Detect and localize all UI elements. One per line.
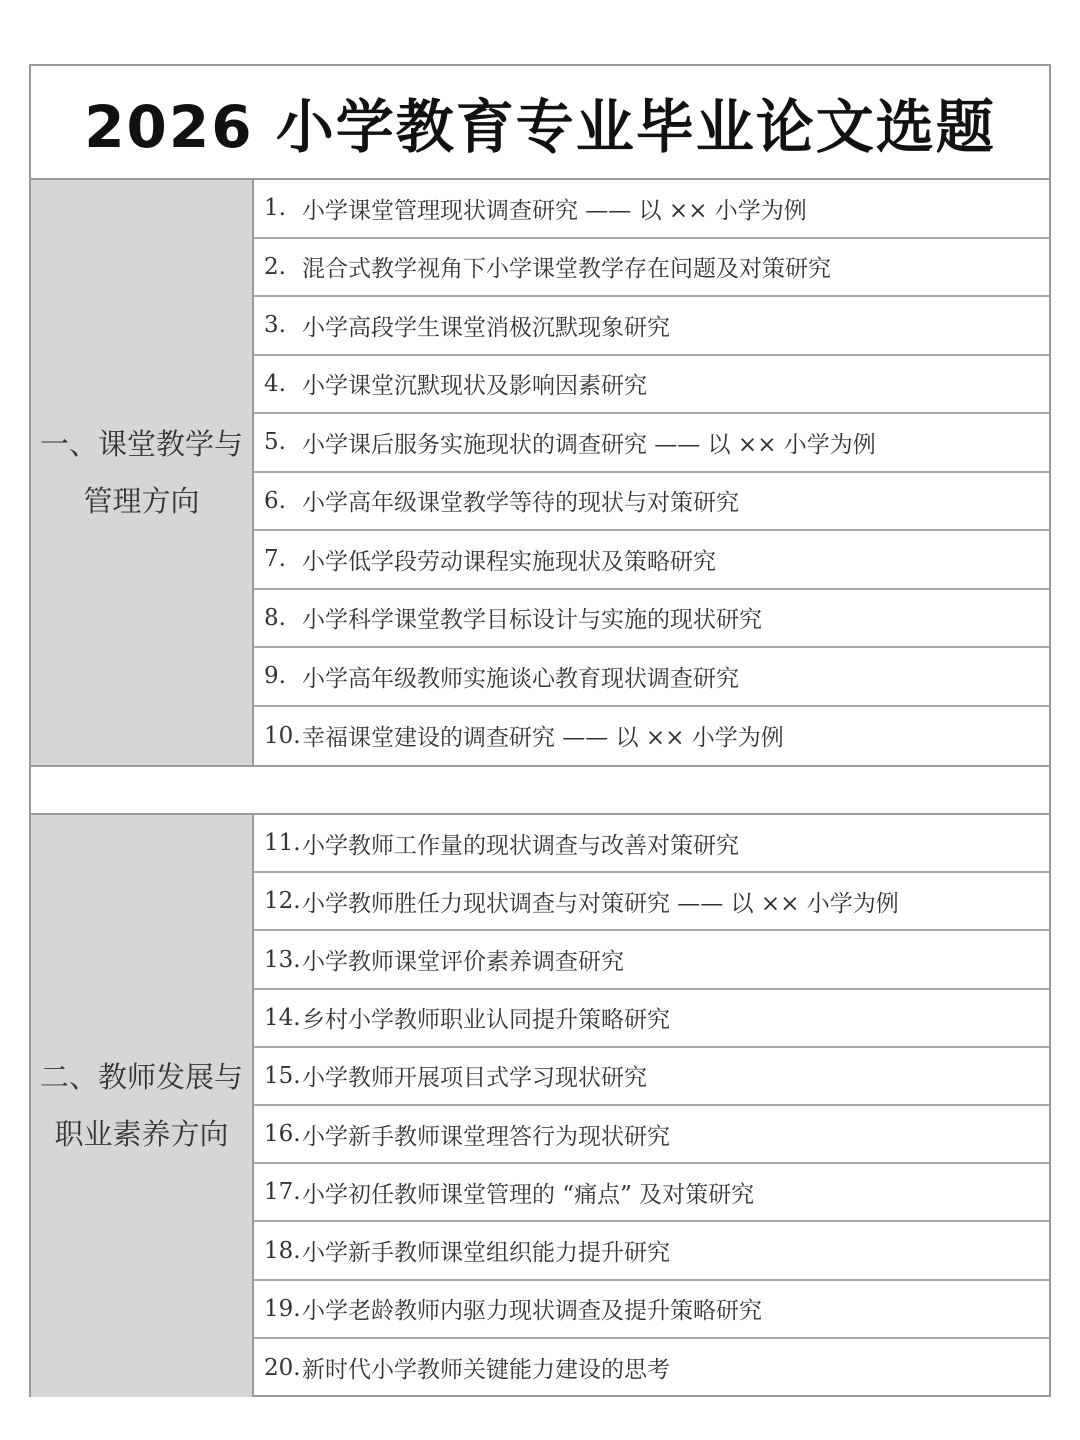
topic-text: 乡村小学教师职业认同提升策略研究 xyxy=(302,1007,670,1034)
topic-text: 小学初任教师课堂管理的 “痛点” 及对策研究 xyxy=(302,1181,755,1208)
topic-number: 1. xyxy=(264,195,286,222)
category-line: 一、课堂教学与 xyxy=(39,426,243,461)
topic-row xyxy=(254,414,1049,473)
topic-text: 新时代小学教师关键能力建设的思考 xyxy=(302,1357,670,1384)
topic-number: 17. xyxy=(264,1179,301,1206)
category-label xyxy=(31,180,254,765)
topic-row xyxy=(254,1164,1049,1222)
topic-row xyxy=(254,931,1049,989)
topic-text: 小学新手教师课堂组织能力提升研究 xyxy=(302,1240,670,1267)
topic-number: 5. xyxy=(264,429,286,456)
topic-row xyxy=(254,1048,1049,1106)
topic-number: 18. xyxy=(264,1237,301,1264)
topic-row xyxy=(254,590,1049,649)
topic-row xyxy=(254,1106,1049,1164)
topic-number: 2. xyxy=(264,253,286,280)
topic-text: 小学低学段劳动课程实施现状及策略研究 xyxy=(302,548,716,575)
topic-text: 小学科学课堂教学目标设计与实施的现状研究 xyxy=(302,607,762,634)
category-line: 职业素养方向 xyxy=(54,1117,229,1151)
category-line: 二、教师发展与 xyxy=(39,1060,243,1094)
topic-number: 4. xyxy=(264,370,286,397)
topic-number: 7. xyxy=(264,546,286,573)
topic-row xyxy=(254,531,1049,590)
topic-row xyxy=(254,473,1049,532)
section-divider xyxy=(31,767,1049,815)
topic-text: 小学课堂沉默现状及影响因素研究 xyxy=(302,373,647,400)
topic-table xyxy=(29,64,1051,1397)
page-title: 2026 小学教育专业毕业论文选题 xyxy=(31,66,1049,180)
topic-text: 小学课后服务实施现状的调查研究 —— 以 ×× 小学为例 xyxy=(302,431,876,458)
topic-text: 小学高年级课堂教学等待的现状与对策研究 xyxy=(302,490,739,517)
topic-list xyxy=(254,815,1049,1397)
topic-number: 8. xyxy=(264,604,286,631)
topic-text: 幸福课堂建设的调查研究 —— 以 ×× 小学为例 xyxy=(302,725,784,752)
topic-text: 小学教师课堂评价素养调查研究 xyxy=(302,949,624,975)
topic-row xyxy=(254,356,1049,415)
topic-row xyxy=(254,648,1049,707)
topic-row xyxy=(254,297,1049,356)
topic-text: 小学教师胜任力现状调查与对策研究 —— 以 ×× 小学为例 xyxy=(302,890,899,917)
category-line: 管理方向 xyxy=(83,483,200,518)
topic-number: 19. xyxy=(264,1295,301,1322)
topic-number: 15. xyxy=(264,1062,301,1089)
topic-row xyxy=(254,1339,1049,1397)
topic-number: 10. xyxy=(264,722,301,749)
topic-row xyxy=(254,873,1049,931)
topic-text: 小学老龄教师内驱力现状调查及提升策略研究 xyxy=(302,1298,762,1325)
topic-number: 16. xyxy=(264,1121,301,1148)
topic-number: 9. xyxy=(264,663,286,690)
topic-text: 小学新手教师课堂理答行为现状研究 xyxy=(302,1123,670,1150)
topic-number: 20. xyxy=(264,1354,301,1381)
topic-number: 6. xyxy=(264,487,286,514)
topic-row xyxy=(254,1281,1049,1339)
topic-number: 3. xyxy=(264,312,286,339)
topic-text: 小学高段学生课堂消极沉默现象研究 xyxy=(302,314,670,341)
topic-number: 11. xyxy=(264,830,301,857)
topic-row xyxy=(254,990,1049,1048)
topic-number: 14. xyxy=(264,1004,301,1031)
category-label xyxy=(31,815,254,1397)
topic-row xyxy=(254,180,1049,239)
topic-row xyxy=(254,815,1049,873)
topic-number: 13. xyxy=(264,946,301,973)
section-teacher-development xyxy=(31,815,1049,1397)
topic-text: 小学高年级教师实施谈心教育现状调查研究 xyxy=(302,665,739,692)
section-classroom-teaching xyxy=(31,180,1049,767)
topic-row xyxy=(254,707,1049,766)
topic-row xyxy=(254,239,1049,298)
topic-list xyxy=(254,180,1049,765)
topic-text: 混合式教学视角下小学课堂教学存在问题及对策研究 xyxy=(302,256,831,283)
topic-text: 小学教师开展项目式学习现状研究 xyxy=(302,1065,647,1092)
topic-row xyxy=(254,1222,1049,1280)
topic-text: 小学课堂管理现状调查研究 —— 以 ×× 小学为例 xyxy=(302,197,807,224)
topic-text: 小学教师工作量的现状调查与改善对策研究 xyxy=(302,832,739,859)
topic-number: 12. xyxy=(264,888,301,915)
